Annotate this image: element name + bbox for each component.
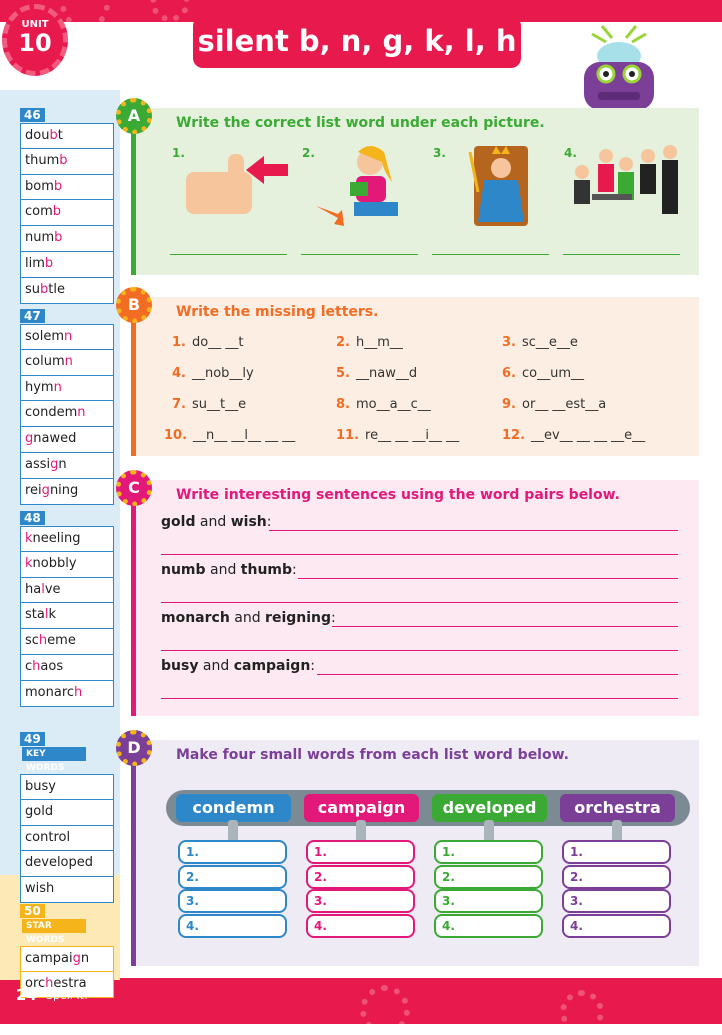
- list-number: 50: [20, 904, 45, 918]
- word-part: bom: [25, 178, 54, 194]
- list-word: [20, 252, 114, 278]
- list-word: [20, 629, 114, 655]
- picture-number: 2.: [302, 146, 315, 160]
- connector-word: and: [198, 658, 234, 674]
- small-word-box[interactable]: 1.: [178, 840, 287, 864]
- item-number: 2.: [336, 335, 350, 350]
- word-part: rei: [25, 482, 42, 498]
- section-letter-badge: A: [116, 98, 152, 134]
- silent-letter: k: [25, 531, 33, 546]
- colon: :: [292, 562, 297, 578]
- word-part: com: [25, 204, 53, 220]
- answer-line[interactable]: [170, 254, 287, 255]
- word-part: nobbly: [32, 555, 77, 571]
- item-number: 1.: [172, 335, 186, 350]
- writing-line[interactable]: [317, 674, 678, 675]
- word-list-49-key-words: [20, 728, 114, 903]
- pair-word: wish: [230, 514, 267, 530]
- writing-line[interactable]: [332, 626, 678, 627]
- list-word: [20, 800, 114, 826]
- item-number: 3.: [502, 335, 516, 350]
- writing-line[interactable]: [161, 698, 678, 699]
- list-word: [20, 376, 114, 402]
- section-instruction: Write the correct list word under each picture.: [176, 115, 545, 131]
- colon: :: [331, 610, 336, 626]
- small-word-box[interactable]: 4.: [306, 914, 415, 938]
- item-number: 5.: [336, 366, 350, 381]
- word-pair-prompt: [161, 610, 336, 626]
- connector-word: and: [229, 610, 266, 626]
- item-text: co__um__: [521, 366, 584, 381]
- word-list-46: [20, 104, 114, 304]
- section-letter-badge: B: [116, 287, 152, 323]
- silent-letter: g: [41, 482, 50, 498]
- word-list-47: [20, 305, 114, 505]
- missing-letters-item[interactable]: [502, 335, 578, 350]
- list-number: 49: [20, 732, 45, 746]
- pair-word: monarch: [161, 610, 230, 626]
- small-word-box[interactable]: 2.: [306, 865, 415, 889]
- small-word-box[interactable]: 1.: [306, 840, 415, 864]
- item-number: 4.: [172, 366, 186, 381]
- item-number: 12.: [502, 428, 526, 443]
- silent-letter: b: [49, 128, 58, 143]
- word-part: monarc: [25, 684, 75, 700]
- silent-letter: h: [74, 684, 83, 700]
- connector-word: and: [195, 514, 231, 530]
- queen-on-throne-picture: [466, 142, 536, 232]
- missing-letters-item[interactable]: [502, 428, 645, 443]
- item-number: 6.: [502, 366, 516, 381]
- item-text: mo__a__c__: [355, 397, 431, 412]
- word-part: num: [25, 230, 55, 246]
- word-part: k: [48, 607, 56, 623]
- word-pair-prompt: [161, 562, 297, 578]
- word-part: control: [25, 829, 71, 845]
- list-number: 47: [20, 309, 45, 323]
- item-text: do__ __t: [191, 335, 244, 350]
- missing-letters-item[interactable]: [336, 428, 459, 443]
- silent-letter: h: [32, 658, 41, 674]
- section-letter-badge: D: [116, 730, 152, 766]
- list-word: [20, 479, 114, 505]
- orchestra-picture: [562, 142, 690, 230]
- missing-letters-item[interactable]: [336, 397, 431, 412]
- word-list-50-star-words: [20, 900, 114, 998]
- section-instruction: Write the missing letters.: [176, 304, 379, 320]
- word-part: assi: [25, 456, 51, 472]
- word-part: wish: [25, 881, 55, 897]
- connector-peg: [484, 820, 494, 842]
- pair-word: busy: [161, 658, 199, 674]
- unit-number: 10: [18, 29, 52, 57]
- silent-letter: b: [54, 230, 63, 246]
- word-pair-prompt: [161, 658, 315, 674]
- list-word-pill: orchestra: [560, 794, 675, 822]
- word-part: n: [58, 456, 67, 472]
- missing-letters-item[interactable]: [164, 428, 295, 443]
- kneeling-girl-picture: [314, 142, 414, 232]
- connector-peg: [228, 820, 238, 842]
- word-part: nawed: [33, 431, 77, 447]
- silent-letter: b: [53, 178, 63, 194]
- word-part: sta: [25, 607, 45, 623]
- silent-letter: g: [25, 431, 34, 447]
- section-letter-badge: C: [116, 470, 152, 506]
- silent-letter: n: [64, 329, 73, 344]
- silent-letter: b: [40, 281, 49, 297]
- silent-letter: g: [50, 456, 59, 472]
- unit-label: UNIT: [21, 19, 49, 30]
- small-word-box[interactable]: 2.: [178, 865, 287, 889]
- small-word-box[interactable]: 3.: [562, 889, 671, 913]
- word-part: ve: [44, 581, 61, 597]
- item-text: h__m__: [355, 335, 403, 350]
- word-part: c: [25, 658, 33, 674]
- section-instruction: Write interesting sentences using the word pairs below.: [176, 487, 620, 503]
- word-part: estra: [53, 975, 87, 991]
- word-list-48: [20, 507, 114, 707]
- missing-letters-item[interactable]: [502, 397, 606, 412]
- word-part: hym: [25, 379, 54, 395]
- item-number: 10.: [164, 428, 188, 443]
- star-words-label: STAR WORDS: [22, 919, 86, 933]
- silent-letter: n: [53, 379, 62, 395]
- word-part: tle: [48, 281, 65, 297]
- word-part: n: [80, 951, 90, 966]
- word-part: eme: [47, 633, 76, 649]
- word-part: ha: [25, 581, 42, 597]
- silent-letter: b: [59, 152, 68, 168]
- gear-decoration: [60, 0, 110, 30]
- list-word: [20, 350, 114, 376]
- silent-letter: l: [44, 607, 49, 623]
- section-a: [127, 106, 699, 275]
- small-word-box[interactable]: 3.: [306, 889, 415, 913]
- small-word-box[interactable]: 4.: [562, 914, 671, 938]
- list-word: [20, 123, 114, 149]
- item-text: su__t__e: [191, 397, 247, 412]
- list-word: [20, 200, 114, 226]
- word-pair-prompt: [161, 514, 271, 530]
- missing-letters-item[interactable]: [172, 397, 246, 412]
- list-word: [20, 453, 114, 479]
- word-part: su: [25, 281, 41, 297]
- book-title: Spell It!: [46, 989, 89, 1002]
- pair-word: thumb: [240, 562, 293, 578]
- silent-letter: b: [52, 204, 62, 220]
- writing-line[interactable]: [269, 530, 678, 531]
- list-word: [20, 401, 114, 427]
- silent-letter: k: [25, 555, 33, 571]
- picture-number: 4.: [564, 146, 577, 160]
- list-word: [20, 427, 114, 453]
- item-text: __ev__ __ __ __e__: [531, 428, 646, 443]
- word-part: ning: [49, 482, 79, 498]
- small-word-box[interactable]: 4.: [434, 914, 543, 938]
- silent-letter: b: [44, 255, 54, 271]
- pair-word: campaign: [233, 658, 311, 674]
- writing-line[interactable]: [161, 650, 678, 651]
- connector-peg: [356, 820, 366, 842]
- thumb-picture: [184, 150, 294, 220]
- list-word: [20, 851, 114, 877]
- item-number: 9.: [502, 397, 516, 412]
- word-part: condem: [25, 405, 78, 421]
- missing-letters-item[interactable]: [502, 366, 584, 381]
- word-part: dou: [25, 128, 50, 143]
- list-word: [20, 149, 114, 175]
- answer-line[interactable]: [432, 254, 549, 255]
- silent-letter: n: [64, 353, 73, 369]
- page-title: silent b, n, g, k, l, h: [193, 16, 521, 68]
- missing-letters-item[interactable]: [336, 366, 417, 381]
- list-word-pill: condemn: [176, 794, 291, 822]
- picture-number: 3.: [433, 146, 446, 160]
- pair-word: reigning: [265, 610, 332, 626]
- item-text: or__ __est__a: [521, 397, 607, 412]
- section-instruction: Make four small words from each list word below.: [176, 747, 569, 763]
- item-number: 11.: [336, 428, 360, 443]
- list-word: [20, 603, 114, 629]
- colon: :: [266, 514, 272, 530]
- silent-letter: h: [38, 633, 48, 649]
- pair-word: numb: [161, 562, 206, 578]
- list-word: [20, 826, 114, 852]
- answer-line[interactable]: [301, 254, 418, 255]
- list-number: 48: [20, 511, 45, 525]
- list-word-pill: developed: [432, 794, 547, 822]
- list-word: [20, 946, 114, 972]
- list-word: [20, 578, 114, 604]
- word-part: neeling: [32, 531, 81, 546]
- silent-letter: g: [72, 951, 81, 966]
- section-c: [128, 478, 699, 716]
- silent-letter: h: [45, 975, 54, 991]
- pair-word: gold: [161, 514, 196, 530]
- word-part: aos: [40, 658, 64, 674]
- list-word-pill: campaign: [304, 794, 419, 822]
- writing-line[interactable]: [161, 554, 678, 555]
- key-words-label: KEY WORDS: [22, 747, 86, 761]
- small-word-box[interactable]: 2.: [562, 865, 671, 889]
- word-part: orc: [25, 975, 46, 991]
- word-part: busy: [25, 779, 56, 794]
- silent-letter: n: [77, 405, 86, 421]
- list-word: [20, 526, 114, 552]
- list-number: 46: [20, 108, 45, 122]
- section-d: [127, 738, 699, 966]
- small-word-box[interactable]: 1.: [434, 840, 543, 864]
- picture-number: 1.: [172, 146, 185, 160]
- item-number: 7.: [172, 397, 186, 412]
- colon: :: [310, 658, 316, 674]
- gear-decoration: [360, 985, 410, 1035]
- section-b: [127, 295, 699, 456]
- item-text: __n__ __l__ __ __: [193, 428, 296, 443]
- missing-letters-item[interactable]: [336, 335, 403, 350]
- small-word-box[interactable]: 3.: [178, 889, 287, 913]
- list-word: [20, 278, 114, 304]
- page-number: 24: [16, 986, 37, 1004]
- list-word: [20, 324, 114, 350]
- connector-peg: [612, 820, 622, 842]
- connector-word: and: [205, 562, 241, 578]
- list-word: [20, 681, 114, 707]
- word-part: developed: [25, 855, 94, 871]
- item-text: re__ __ __i__ __: [365, 428, 460, 443]
- silent-letter: l: [41, 581, 45, 597]
- word-part: campai: [25, 951, 73, 966]
- item-text: __naw__d: [355, 366, 418, 381]
- item-number: 8.: [336, 397, 350, 412]
- writing-line[interactable]: [298, 578, 678, 579]
- item-text: __nob__ly: [191, 366, 254, 381]
- list-word: [20, 226, 114, 252]
- small-word-box[interactable]: 3.: [434, 889, 543, 913]
- missing-letters-item[interactable]: [172, 366, 254, 381]
- list-word: [20, 175, 114, 201]
- word-part: sc: [25, 633, 39, 649]
- unit-badge: [2, 4, 68, 76]
- word-part: colum: [25, 353, 65, 369]
- small-word-box[interactable]: 1.: [562, 840, 671, 864]
- writing-line[interactable]: [161, 602, 678, 603]
- list-word: [20, 552, 114, 578]
- word-part: thum: [25, 152, 60, 168]
- word-part: t: [57, 128, 63, 143]
- list-word: [20, 774, 114, 800]
- robot-illustration: [562, 20, 676, 110]
- small-word-box[interactable]: 4.: [178, 914, 287, 938]
- missing-letters-item[interactable]: [172, 335, 243, 350]
- item-text: sc__e__e: [521, 335, 578, 350]
- list-word: [20, 655, 114, 681]
- small-word-box[interactable]: 2.: [434, 865, 543, 889]
- gear-decoration: [560, 990, 604, 1034]
- word-part: solem: [25, 329, 64, 344]
- answer-line[interactable]: [563, 254, 680, 255]
- word-part: lim: [25, 255, 45, 271]
- word-part: gold: [25, 803, 54, 819]
